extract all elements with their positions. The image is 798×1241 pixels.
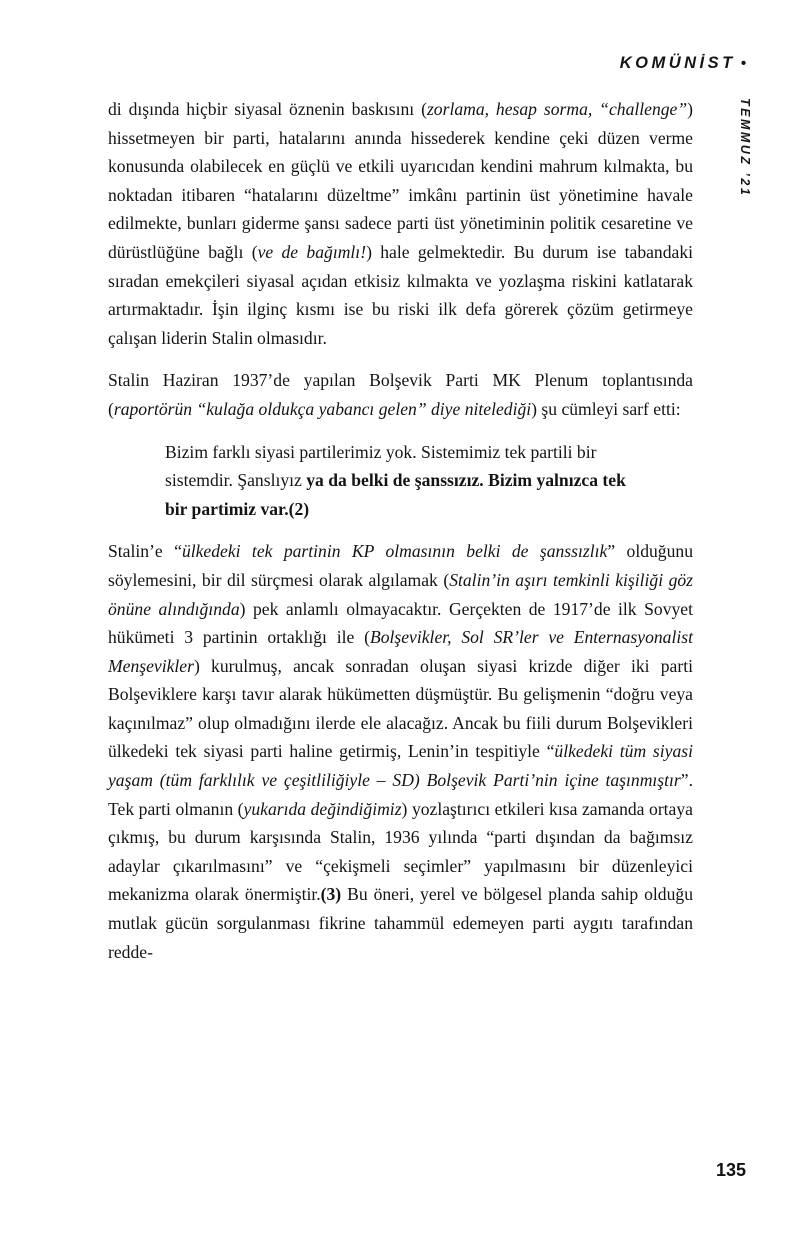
text-run: ” olduğunu söylemesini, bir dil sürçmesi olarak algılamak (	[108, 541, 693, 590]
text-run: Stalin’in aşırı temkinli kişiliği göz önüne alındığında	[108, 569, 694, 619]
text-run: ya da belki de şanssızız. Bizim yalnızca tek bir partimiz var.(2)	[165, 470, 626, 519]
text-run: (3)	[320, 884, 342, 905]
text-run: Bolşevikler, Sol SR’ler ve Enternasyonalist Menşevikler	[108, 627, 693, 676]
text-run: ülkedeki tek partinin KP olmasının belki de şanssızlık	[181, 541, 608, 562]
text-column	[108, 95, 693, 980]
running-header	[620, 54, 746, 73]
text-run: Stalin’e “	[108, 541, 182, 562]
text-run: ) şu cümleyi sarf etti:	[531, 398, 681, 419]
text-run: zorlama, hesap sorma, “challenge”	[426, 99, 688, 119]
text-run: ) hale gelmektedir. Bu durum ise tabandaki sıradan emekçileri siyasal açıdan etkisiz kılmakta ve yozlaşma riskini katlatarak artırmaktadır. İşin ilginç kısmı ise bu riski ilk defa görerek çözüm getirmeye çalışan liderin Stalin olmasıdır.	[108, 241, 694, 348]
body-paragraph	[108, 366, 693, 423]
issue-date-vertical: TEMMUZ ’21	[738, 98, 752, 198]
text-run: ) yozlaştırıcı etkileri kısa zamanda ortaya çıkmış, bu durum karşısında Stalin, 1936 yılında “parti dışından da bağımsız adaylar çıkarılmasını” ve “çekişmeli seçimler” yapılmasını bir düzenleyici mekanizma olarak önermiştir.	[108, 798, 693, 905]
text-run: Stalin Haziran 1937’de yapılan Bolşevik Parti MK Plenum toplantısında (	[108, 370, 693, 419]
text-run: ) kurulmuş, ancak sonradan oluşan siyasi krizde diğer iki parti Bolşeviklere karşı tavır alarak hükümetten düşmüştür. Bu gelişmenin “doğru veya kaçınılmaz” olup olmadığını ilerde ele alacağız. Ancak bu fiili durum Bolşevikleri ülkedeki tek siyasi parti haline getirmiş, Lenin’in tespitiyle “	[108, 655, 693, 762]
journal-title: KOMÜNİST	[619, 54, 736, 72]
text-run: raportörün “kulağa oldukça yabancı gelen” diye nitelediği	[113, 398, 532, 419]
text-run: ”. Tek parti olmanın (	[108, 770, 693, 819]
header-bullet-icon: •	[740, 55, 746, 72]
text-run: ve de bağımlı!	[257, 241, 367, 262]
blockquote	[165, 438, 637, 524]
text-run: ) hissetmeyen bir parti, hatalarını anında hissederek kendine çeki düzen verme konusunda olabilecek en güçlü ve etkili uyarıcıdan kendini mahrum kılmakta, bu noktadan itibaren “hatalarını düzeltme” imkânı partinin üst yönetimine havale edilmekte, bunları giderme şansı sadece parti üst yönetiminin politik cesaretine ve dürüstlüğüne bağlı (	[108, 99, 693, 262]
text-run: Bu öneri, yerel ve bölgesel planda sahip olduğu mutlak gücün sorgulanması fikrine tahammül edemeyen parti aygıtı tarafından redde-	[108, 884, 693, 962]
text-run: yukarıda değindiğimiz	[243, 798, 402, 819]
page-number: 135	[715, 1160, 746, 1180]
text-run: Bizim farklı siyasi partilerimiz yok. Sistemimiz tek partili bir sistemdir. Şanslıyız	[165, 441, 597, 491]
body-paragraph	[108, 95, 693, 352]
text-run: di dışında hiçbir siyasal öznenin baskısını (	[108, 99, 427, 119]
text-run: ülkedeki tüm siyasi yaşam (tüm farklılık ve çeşitliliğiyle – SD) Bolşevik Parti’nin içine taşınmıştır	[108, 741, 693, 791]
text-run: ) pek anlamlı olmayacaktır. Gerçekten de 1917’de ilk Sovyet hükümeti 3 partinin ortaklığı ile (	[108, 598, 693, 648]
body-paragraph	[108, 537, 693, 966]
